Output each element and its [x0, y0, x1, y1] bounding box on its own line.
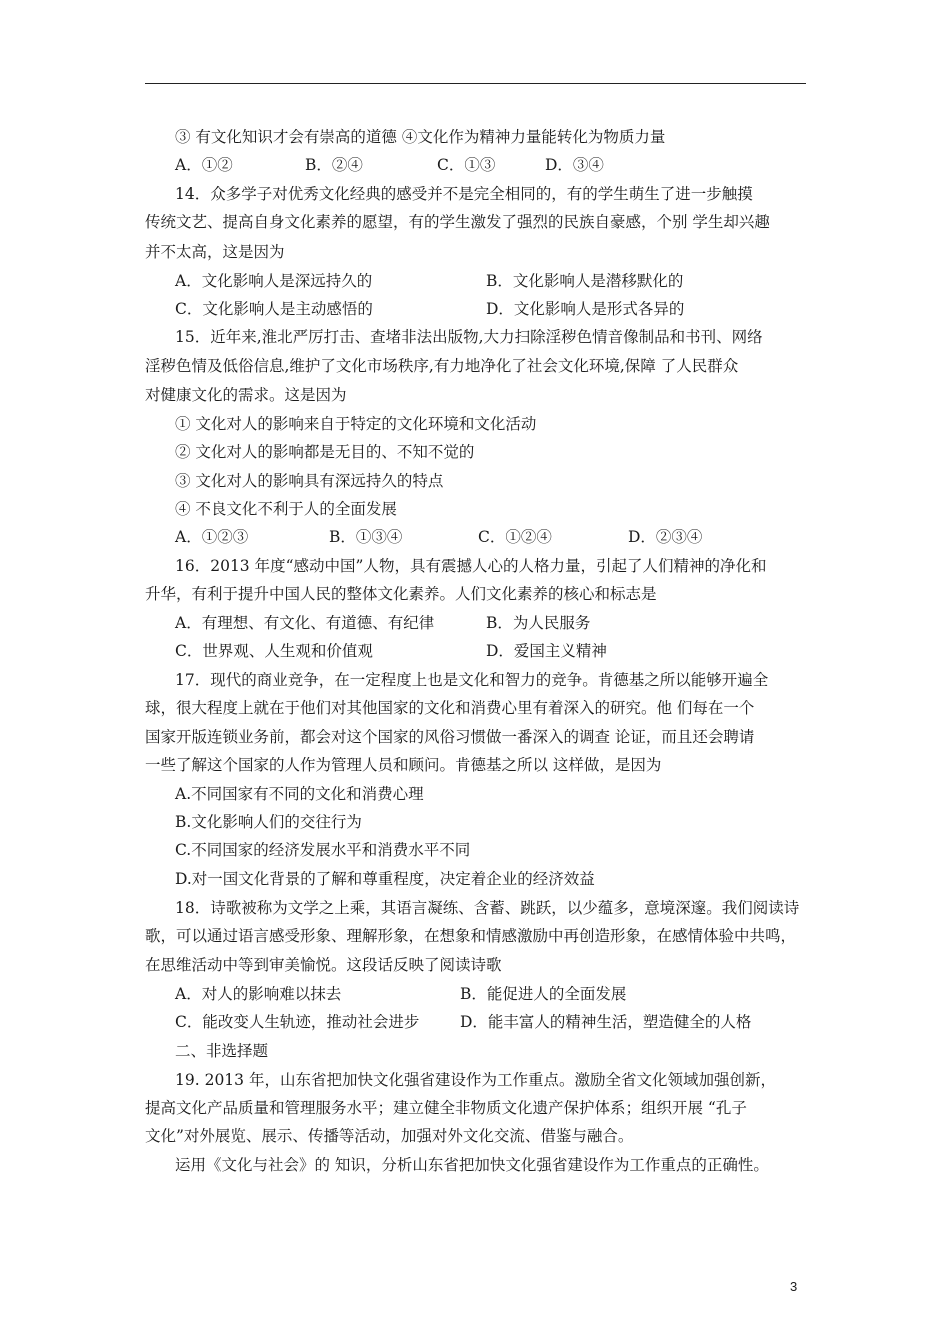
text-line: B.文化影响人们的交往行为 — [175, 813, 362, 831]
option-c: C．①③ — [437, 156, 496, 174]
text-line: 文化”对外展览、展示、传播等活动，加强对外文化交流、借鉴与融合。 — [145, 1127, 634, 1145]
text-line: 14．众多学子对优秀文化经典的感受并不是完全相同的，有的学生萌生了进一步触摸 — [175, 185, 753, 203]
text-line: ③ 有文化知识才会有崇高的道德 ④文化作为精神力量能转化为物质力量 — [175, 128, 666, 146]
text-line: 19. 2013 年，山东省把加快文化强省建设作为工作重点。激励全省文化领域加强创新， — [175, 1071, 776, 1089]
text-line: A.不同国家有不同的文化和消费心理 — [175, 785, 424, 803]
text-line: 提高文化产品质量和管理服务水平；建立健全非物质文化遗产保护体系；组织开展 “孔子 — [145, 1099, 747, 1117]
text-line: 歌，可以通过语言感受形象、理解形象，在想象和情感激励中再创造形象，在感情体验中共鸣， — [145, 927, 797, 945]
text-line: 18．诗歌被称为文学之上乘，其语言凝练、含蓄、跳跃，以少蕴多，意境深邃。我们阅读诗 — [175, 899, 800, 917]
option-b: B．①③④ — [329, 528, 403, 546]
text-line: 二、非选择题 — [175, 1042, 269, 1060]
text-line: 17．现代的商业竞争，在一定程度上也是文化和智力的竞争。肯德基之所以能够开遍全 — [175, 671, 769, 689]
option-a: A．①②③ — [175, 528, 249, 546]
text-line: ④ 不良文化不利于人的全面发展 — [175, 500, 397, 518]
option-b: B．为人民服务 — [486, 614, 591, 632]
text-line: 一些了解这个国家的人作为管理人员和顾问。肯德基之所以 这样做，是因为 — [145, 756, 662, 774]
text-line: 淫秽色情及低俗信息,维护了文化市场秩序,有力地净化了社会文化环境,保障 了人民群众 — [145, 357, 739, 375]
text-line: ② 文化对人的影响都是无目的、不知不觉的 — [175, 443, 475, 461]
option-b: B．能促进人的全面发展 — [460, 985, 627, 1003]
text-line: 16．2013 年度“感动中国”人物，具有震撼人心的人格力量，引起了人们精神的净化和 — [175, 557, 767, 575]
text-line: C.不同国家的经济发展水平和消费水平不同 — [175, 841, 471, 859]
option-b: D．爱国主义精神 — [486, 642, 607, 660]
text-line: 在思维活动中等到审美愉悦。这段话反映了阅读诗歌 — [145, 956, 502, 974]
text-line: 运用《文化与社会》的 知识，分析山东省把加快文化强省建设作为工作重点的正确性。 — [175, 1156, 769, 1174]
text-line: 传统文艺、提高自身文化素养的愿望，有的学生激发了强烈的民族自豪感，个别 学生却兴趣 — [145, 213, 770, 231]
text-line: ③ 文化对人的影响具有深远持久的特点 — [175, 472, 444, 490]
option-a: C．文化影响人是主动感悟的 — [175, 300, 373, 318]
option-b: B．②④ — [305, 156, 363, 174]
option-a: C．世界观、人生观和价值观 — [175, 642, 373, 660]
option-b: D．文化影响人是形式各异的 — [486, 300, 685, 318]
option-a: A．①② — [175, 156, 233, 174]
text-line: ① 文化对人的影响来自于特定的文化环境和文化活动 — [175, 415, 537, 433]
text-line: 球，很大程度上就在于他们对其他国家的文化和消费心里有着深入的研究。他 们每在一个 — [145, 699, 755, 717]
option-b: B．文化影响人是潜移默化的 — [486, 272, 684, 290]
option-d: D．②③④ — [628, 528, 703, 546]
text-line: 对健康文化的需求。这是因为 — [145, 386, 347, 404]
text-line: 升华，有利于提升中国人民的整体文化素养。人们文化素养的核心和标志是 — [145, 585, 657, 603]
text-line: 并不太高，这是因为 — [145, 243, 285, 261]
option-a: A．对人的影响难以抹去 — [175, 985, 342, 1003]
text-line: D.对一国文化背景的了解和尊重程度，决定着企业的经济效益 — [175, 870, 595, 888]
option-b: D．能丰富人的精神生活，塑造健全的人格 — [460, 1013, 752, 1031]
page-number: 3 — [790, 1279, 798, 1294]
option-d: D．③④ — [545, 156, 604, 174]
option-a: A．文化影响人是深远持久的 — [175, 272, 373, 290]
header-rule — [145, 83, 806, 84]
text-line: 国家开版连锁业务前，都会对这个国家的风俗习惯做一番深入的调查 论证，而且还会聘请 — [145, 728, 755, 746]
text-line: 15．近年来,淮北严厉打击、查堵非法出版物,大力扫除淫秽色情音像制品和书刊、网络 — [175, 328, 763, 346]
option-a: A．有理想、有文化、有道德、有纪律 — [175, 614, 435, 632]
option-c: C．①②④ — [478, 528, 552, 546]
option-a: C．能改变人生轨迹，推动社会进步 — [175, 1013, 420, 1031]
